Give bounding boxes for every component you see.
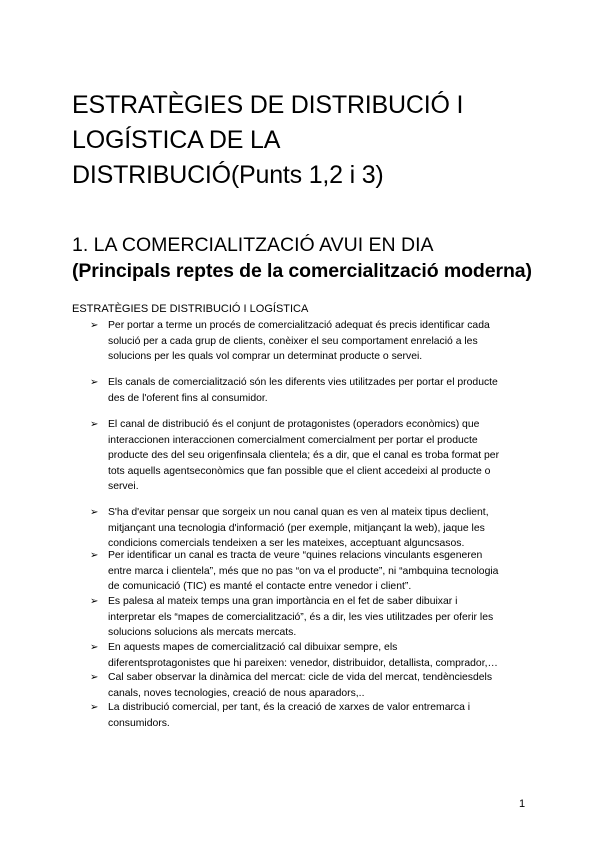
- text-line: Per portar a terme un procés de comercialització adequat és precis identificar cada: [108, 320, 490, 331]
- text-line: Per identificar un canal es tracta de veure “quines relacions vinculants esgeneren: [108, 550, 483, 561]
- text-line: En aquests mapes de comercialització cal dibuixar sempre, els: [108, 642, 398, 653]
- bullet-text: [108, 670, 532, 701]
- text-line: S'ha d'evitar pensar que sorgeix un nou canal quan es ven al mateix tipus declient,: [108, 507, 489, 518]
- bullet-text: [108, 375, 532, 406]
- arrow-bullet-icon: ➢: [90, 642, 99, 653]
- text-line: Els canals de comercialització són les diferents vies utilitzades per portar el producte: [108, 377, 498, 388]
- text-line: Es palesa al mateix temps una gran importància en el fet de saber dibuixar i: [108, 596, 458, 607]
- bullet-text: [108, 594, 532, 641]
- text-line: producte des del seu origenfinsala clientela; és a dir, que el canal es troba format per: [108, 450, 500, 461]
- text-line: mitjançant una tecnologia d'informació (per exemple, mitjançant la web), jaque les: [108, 522, 485, 534]
- section-heading-line2: (Principals reptes de la comercialització moderna): [72, 260, 532, 282]
- text-line: de comunicació (TIC) es manté el contacte entre venedor i client”.: [108, 581, 412, 592]
- arrow-bullet-icon: ➢: [90, 702, 99, 713]
- subheading: ESTRATÈGIES DE DISTRIBUCIÓ I LOGÍSTICA: [72, 303, 309, 315]
- arrow-bullet-icon: ➢: [90, 550, 99, 561]
- text-line: tots aquells agentseconòmics que fan possible que el client accedeixi al producte o: [108, 465, 491, 477]
- document-title: [72, 88, 532, 193]
- bullet-text: [108, 417, 532, 495]
- text-line: des de l'oferent fins al consumidor.: [108, 392, 268, 404]
- text-line: canals, noves tecnologies, creació de nous aparadors,..: [108, 687, 365, 699]
- arrow-bullet-icon: ➢: [90, 507, 99, 518]
- page-number: 1: [519, 798, 526, 810]
- text-line: interaccionen interaccionen comercialment comercialment per portar el producte: [108, 434, 478, 446]
- bullet-text: [108, 318, 532, 365]
- bullet-text: [108, 505, 532, 552]
- arrow-bullet-icon: ➢: [90, 419, 99, 430]
- section-heading: [72, 232, 542, 284]
- arrow-bullet-icon: ➢: [90, 672, 99, 683]
- text-line: solucions solucions als mercats mercats.: [108, 627, 297, 638]
- section-heading-line1: 1. LA COMERCIALITZACIÓ AVUI EN DIA: [72, 234, 434, 256]
- bullet-text: [108, 700, 532, 731]
- arrow-bullet-icon: ➢: [90, 320, 99, 331]
- title-line: ESTRATÈGIES DE DISTRIBUCIÓ I: [72, 91, 464, 119]
- text-line: diferentsprotagonistes que hi pareixen: venedor, distribuidor, detallista, comprador,…: [108, 657, 498, 669]
- text-line: La distribució comercial, per tant, és la creació de xarxes de valor entremarca i: [108, 702, 471, 713]
- text-line: El canal de distribució és el conjunt de protagonistes (operadors econòmics) que: [108, 419, 480, 430]
- arrow-bullet-icon: ➢: [90, 596, 99, 607]
- text-line: interpretar els “mapes de comercialització”, és a dir, les vies utilitzades per oferir les: [108, 611, 494, 623]
- text-line: condicions comercials tendeixen a ser les mateixes, acceptuant alguncsasos.: [108, 538, 465, 549]
- text-line: solució per a cada grup de clients, conèixer el seu comportament enrelació a les: [108, 335, 478, 347]
- title-line: DISTRIBUCIÓ(Punts 1,2 i 3): [72, 161, 384, 189]
- arrow-bullet-icon: ➢: [90, 377, 99, 388]
- title-line: LOGÍSTICA DE LA: [72, 126, 281, 154]
- text-line: entre marca i clientela”, més que no pas “on va el producte”, ni “ambquina tecnologia: [108, 565, 499, 577]
- bullet-text: [108, 640, 532, 671]
- text-line: Cal saber observar la dinàmica del mercat: cicle de vida del mercat, tendènciesdels: [108, 672, 493, 683]
- bullet-text: [108, 548, 532, 595]
- text-line: solucions per les quals vol comprar un determinat producte o servei.: [108, 351, 423, 362]
- text-line: servei.: [108, 481, 139, 492]
- text-line: consumidors.: [108, 717, 170, 729]
